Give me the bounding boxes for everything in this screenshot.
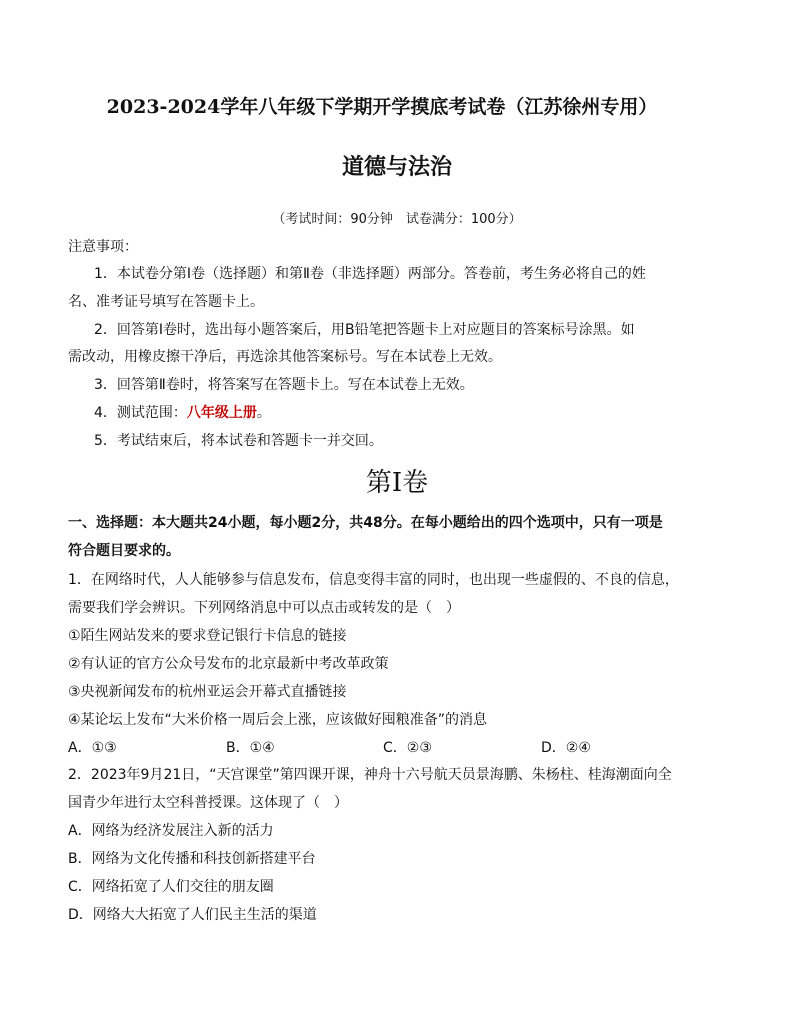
note-2b: 需改动，用橡皮擦干净后，再选涂其他答案标号。写在本试卷上无效。 xyxy=(68,349,502,365)
exam-meta: （考试时间：90分钟 试卷满分：100分） xyxy=(272,212,522,227)
note-4 xyxy=(94,403,271,423)
q1-option-b: B．①④ xyxy=(226,740,275,756)
exam-title: 2023-2024学年八年级下学期开学摸底考试卷（江苏徐州专用） xyxy=(106,96,658,118)
note-3: 3．回答第Ⅱ卷时，将答案写在答题卡上。写在本试卷上无效。 xyxy=(94,377,474,393)
q2-option-c: C．网络拓宽了人们交往的朋友圈 xyxy=(68,879,274,895)
note-5: 5．考试结束后，将本试卷和答题卡一并交回。 xyxy=(94,433,383,449)
q1-statement-4: ④某论坛上发布“大米价格一周后会上涨，应该做好囤粮准备”的消息 xyxy=(68,712,488,728)
test-scope-highlight: 八年级上册 xyxy=(186,405,257,421)
note-4-suffix: 。 xyxy=(256,405,271,421)
q1-option-a: A．①③ xyxy=(68,740,117,756)
section-heading-line2: 符合题目要求的。 xyxy=(68,543,180,559)
q1-stem-b: 需要我们学会辨识。下列网络消息中可以点击或转发的是（ ） xyxy=(68,600,460,616)
q2-stem-a: 2．2023年9月21日，“天宫课堂”第四课开课，神舟十六号航天员景海鹏、朱杨柱、桂海潮面向全 xyxy=(68,767,672,783)
q2-option-d: D．网络大大拓宽了人们民主生活的渠道 xyxy=(68,907,317,923)
q1-stem-a: 1．在网络时代，人人能够参与信息发布，信息变得丰富的同时，也出现一些虚假的、不良的信息， xyxy=(68,572,679,588)
q2-option-a: A．网络为经济发展注入新的活力 xyxy=(68,823,274,839)
subject-title: 道德与法治 xyxy=(341,154,452,180)
note-2a: 2．回答第Ⅰ卷时，选出每小题答案后，用B铅笔把答题卡上对应题目的答案标号涂黑。如 xyxy=(94,322,635,338)
q1-option-c: C．②③ xyxy=(383,740,432,756)
volume-heading: 第Ⅰ卷 xyxy=(365,468,429,498)
q1-statement-2: ②有认证的官方公众号发布的北京最新中考改革政策 xyxy=(68,656,389,672)
q1-statement-3: ③央视新闻发布的杭州亚运会开幕式直播链接 xyxy=(68,684,347,700)
note-1b: 名、准考证号填写在答题卡上。 xyxy=(68,294,264,310)
section-heading-line1: 一、选择题：本大题共24小题，每小题2分，共48分。在每小题给出的四个选项中，只有一项是 xyxy=(68,515,663,531)
q2-stem-b: 国青少年进行太空科普授课。这体现了（ ） xyxy=(68,795,348,811)
q1-option-d: D．②④ xyxy=(541,740,591,756)
q1-statement-1: ①陌生网站发来的要求登记银行卡信息的链接 xyxy=(68,628,347,644)
notes-heading: 注意事项： xyxy=(68,239,138,255)
note-1a: 1．本试卷分第Ⅰ卷（选择题）和第Ⅱ卷（非选择题）两部分。答卷前，考生务必将自己的姓 xyxy=(94,266,646,282)
q2-option-b: B．网络为文化传播和科技创新搭建平台 xyxy=(68,851,316,867)
note-4-prefix: 4．测试范围： xyxy=(94,405,187,421)
